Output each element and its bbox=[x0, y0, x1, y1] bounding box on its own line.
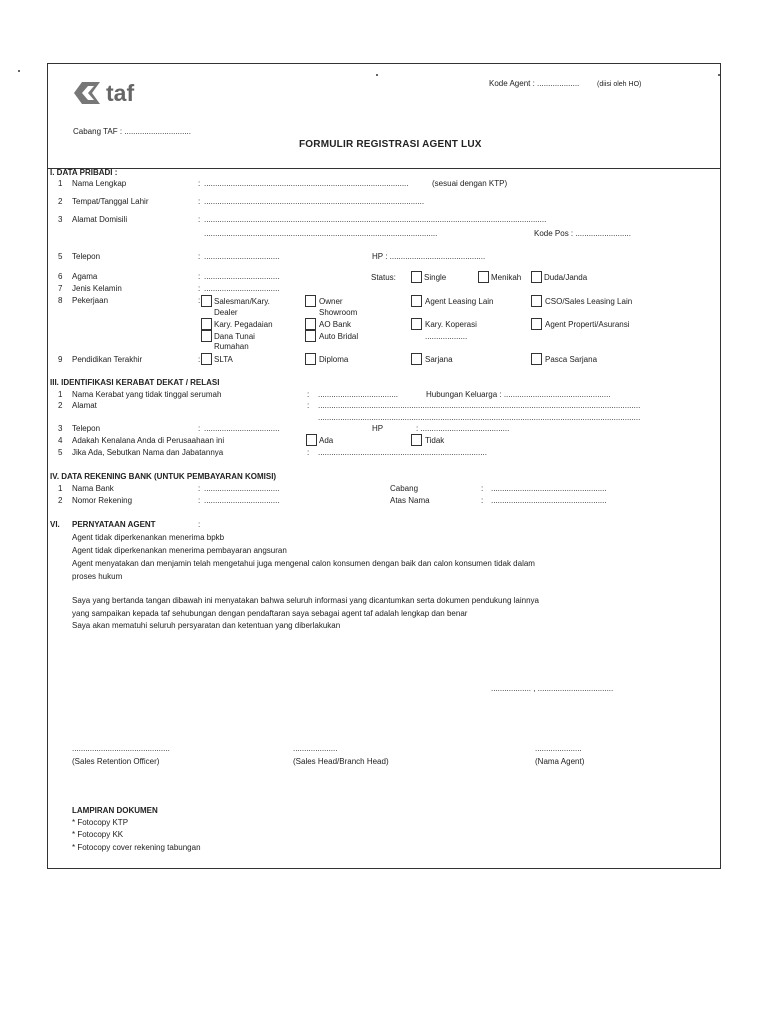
kode-agent-label: Kode Agent : ................... bbox=[489, 79, 580, 88]
pernyataan-line: Agent tidak diperkenankan menerima pembayaran angsuran bbox=[72, 546, 287, 555]
pekerjaan-cso-label: CSO/Sales Leasing Lain bbox=[545, 297, 633, 306]
row-num: 2 bbox=[58, 496, 63, 505]
status-menikah-label: Menikah bbox=[491, 273, 522, 282]
status-duda-janda-label: Duda/Janda bbox=[544, 273, 588, 282]
pernyataan-line: Agent menyatakan dan menjamin telah mengetahui juga mengenal calon konsumen dengan baik dan calon konsumen tidak dalam bbox=[72, 559, 535, 568]
lampiran-item: * Fotocopy KK bbox=[72, 830, 124, 839]
alamat-domisili-field-line2[interactable]: ......................................................................................................... bbox=[204, 229, 438, 238]
row-num: 1 bbox=[58, 390, 63, 399]
nama-bank-label: Nama Bank bbox=[72, 484, 114, 493]
alamat-kerabat-field[interactable]: ................................................................................................................................................. bbox=[318, 401, 641, 410]
nama-lengkap-note: (sesuai dengan KTP) bbox=[432, 179, 508, 188]
tempat-tanggal-lahir-label: Tempat/Tanggal Lahir bbox=[72, 197, 149, 206]
hp-kerabat-label: HP bbox=[372, 424, 384, 433]
kode-agent-note: (diisi oleh HO) bbox=[597, 81, 642, 88]
field-colon: : bbox=[198, 424, 201, 433]
row-num: 3 bbox=[58, 424, 63, 433]
kenalan-ada-label: Ada bbox=[319, 436, 334, 445]
pekerjaan-pegadaian-checkbox[interactable] bbox=[201, 318, 212, 330]
nama-bank-field[interactable]: .................................. bbox=[204, 484, 280, 493]
field-colon: : bbox=[198, 296, 201, 305]
pekerjaan-koperasi-checkbox[interactable] bbox=[411, 318, 422, 330]
atas-nama-field[interactable]: .................................................... bbox=[491, 496, 607, 505]
status-label: Status: bbox=[371, 273, 396, 282]
section-kerabat-heading: III. IDENTIFIKASI KERABAT DEKAT / RELASI bbox=[50, 378, 220, 387]
pekerjaan-cso-checkbox[interactable] bbox=[531, 295, 542, 307]
lampiran-heading: LAMPIRAN DOKUMEN bbox=[72, 806, 158, 815]
telepon-field[interactable]: .................................. bbox=[204, 252, 280, 261]
kenalan-ada-checkbox[interactable] bbox=[306, 434, 317, 446]
row-num: 2 bbox=[58, 401, 63, 410]
agama-label: Agama bbox=[72, 272, 98, 281]
nama-kerabat-field[interactable]: .................................... bbox=[318, 390, 399, 399]
form-title: FORMULIR REGISTRASI AGENT LUX bbox=[299, 139, 482, 150]
field-colon: : bbox=[198, 272, 201, 281]
pendidikan-slta-label: SLTA bbox=[214, 355, 233, 364]
pekerjaan-dana-tunai-checkbox[interactable] bbox=[201, 330, 212, 342]
row-num: 5 bbox=[58, 448, 63, 457]
row-num: 7 bbox=[58, 284, 63, 293]
row-num: 5 bbox=[58, 252, 63, 261]
kenalan-label: Adakah Kenalana Anda di Perusaahaan ini bbox=[72, 436, 225, 445]
pekerjaan-label: Pekerjaan bbox=[72, 296, 109, 305]
telepon-kerabat-field[interactable]: .................................. bbox=[204, 424, 280, 433]
pekerjaan-koperasi-field[interactable]: ................... bbox=[425, 332, 468, 341]
nama-kerabat-label: Nama Kerabat yang tidak tinggal serumah bbox=[72, 390, 222, 399]
row-num: 1 bbox=[58, 179, 63, 188]
nomor-rekening-field[interactable]: .................................. bbox=[204, 496, 280, 505]
kode-pos-field[interactable]: Kode Pos : ......................... bbox=[534, 229, 631, 238]
row-num: 1 bbox=[58, 484, 63, 493]
taf-logo-mark-icon bbox=[74, 82, 100, 104]
declaration-line: Saya akan mematuhi seluruh persyaratan dan ketentuan yang diberlakukan bbox=[72, 621, 341, 630]
signature-line-agent[interactable]: ..................... bbox=[535, 744, 582, 753]
status-duda-janda-checkbox[interactable] bbox=[531, 271, 542, 283]
pekerjaan-owner-checkbox[interactable] bbox=[305, 295, 316, 307]
pendidikan-sarjana-label: Sarjana bbox=[425, 355, 453, 364]
pendidikan-slta-checkbox[interactable] bbox=[201, 353, 212, 365]
pekerjaan-dana-tunai-label: Dana Tunai bbox=[214, 332, 255, 341]
nomor-rekening-label: Nomor Rekening bbox=[72, 496, 133, 505]
section-rekening-heading: IV. DATA REKENING BANK (UNTUK PEMBAYARAN KOMISI) bbox=[50, 472, 277, 481]
telepon-kerabat-label: Telepon bbox=[72, 424, 101, 433]
pekerjaan-agent-leasing-checkbox[interactable] bbox=[411, 295, 422, 307]
field-colon: : bbox=[198, 252, 201, 261]
pernyataan-line: Agent tidak diperkenankan menerima bpkb bbox=[72, 533, 225, 542]
field-colon: : bbox=[198, 197, 201, 206]
cabang-bank-field[interactable]: .................................................... bbox=[491, 484, 607, 493]
declaration-line: Saya yang bertanda tangan dibawah ini menyatakan bahwa seluruh informasi yang dicantumkan serta dokumen pendukung lainnya bbox=[72, 596, 539, 605]
section-pernyataan-heading: PERNYATAAN AGENT bbox=[72, 520, 156, 529]
logo-text: taf bbox=[106, 80, 135, 106]
pekerjaan-koperasi-label: Kary. Koperasi bbox=[425, 320, 477, 329]
telepon-label: Telepon bbox=[72, 252, 101, 261]
alamat-domisili-field[interactable]: .......................................................................................................................................................... bbox=[204, 215, 547, 224]
status-single-label: Single bbox=[424, 273, 447, 282]
nama-jabatan-label: Jika Ada, Sebutkan Nama dan Jabatannya bbox=[72, 448, 224, 457]
pendidikan-diploma-label: Diploma bbox=[319, 355, 349, 364]
row-num: 6 bbox=[58, 272, 63, 281]
kenalan-tidak-label: Tidak bbox=[425, 436, 445, 445]
pendidikan-diploma-checkbox[interactable] bbox=[305, 353, 316, 365]
pekerjaan-salesman-checkbox[interactable] bbox=[201, 295, 212, 307]
signature-label-sro: (Sales Retention Officer) bbox=[72, 757, 160, 766]
row-num: 4 bbox=[58, 436, 63, 445]
row-num: 8 bbox=[58, 296, 63, 305]
atas-nama-label: Atas Nama bbox=[390, 496, 430, 505]
lampiran-item: * Fotocopy cover rekening tabungan bbox=[72, 843, 201, 852]
field-colon: : bbox=[198, 484, 201, 493]
nama-jabatan-field[interactable]: ............................................................................ bbox=[318, 448, 487, 457]
field-colon: : bbox=[307, 390, 310, 399]
alamat-kerabat-field-line2[interactable]: ................................................................................................................................................. bbox=[318, 413, 641, 422]
pekerjaan-owner-label: Owner bbox=[319, 297, 343, 306]
pekerjaan-owner-label-line2: Showroom bbox=[319, 308, 358, 317]
cabang-taf-label: Cabang TAF : .............................. bbox=[73, 127, 191, 136]
pekerjaan-auto-bridal-checkbox[interactable] bbox=[305, 330, 316, 342]
field-colon: : bbox=[198, 520, 201, 529]
kenalan-tidak-checkbox[interactable] bbox=[411, 434, 422, 446]
jenis-kelamin-field[interactable]: .................................. bbox=[204, 284, 280, 293]
pekerjaan-dana-tunai-label-line2: Rumahan bbox=[214, 342, 249, 351]
signature-label-branch-head: (Sales Head/Branch Head) bbox=[293, 757, 389, 766]
nama-lengkap-label: Nama Lengkap bbox=[72, 179, 127, 188]
pekerjaan-ao-bank-label: AO Bank bbox=[319, 320, 352, 329]
header-divider bbox=[47, 168, 721, 169]
field-colon: : bbox=[198, 179, 201, 188]
field-colon: : bbox=[198, 284, 201, 293]
taf-logo bbox=[72, 80, 162, 111]
field-colon: : bbox=[307, 401, 310, 410]
section-pernyataan-num: VI. bbox=[50, 520, 60, 529]
field-colon: : bbox=[307, 448, 310, 457]
signature-line-sro[interactable]: ............................................ bbox=[72, 744, 170, 753]
signature-line-branch-head[interactable]: .................... bbox=[293, 744, 338, 753]
status-menikah-checkbox[interactable] bbox=[478, 271, 489, 283]
pendidikan-sarjana-checkbox[interactable] bbox=[411, 353, 422, 365]
tempat-tanggal-lahir-field[interactable]: ................................................................................................... bbox=[204, 197, 425, 206]
hp-field[interactable]: HP : ........................................... bbox=[372, 252, 486, 261]
pendidikan-pasca-checkbox[interactable] bbox=[531, 353, 542, 365]
field-colon: : bbox=[481, 496, 484, 505]
pekerjaan-properti-label: Agent Properti/Asuransi bbox=[545, 320, 630, 329]
place-date-field[interactable]: .................. , .................................. bbox=[491, 684, 614, 693]
pekerjaan-agent-leasing-label: Agent Leasing Lain bbox=[425, 297, 494, 306]
jenis-kelamin-label: Jenis Kelamin bbox=[72, 284, 122, 293]
pekerjaan-auto-bridal-label: Auto Bridal bbox=[319, 332, 359, 341]
pekerjaan-salesman-label-line2: Dealer bbox=[214, 308, 238, 317]
row-num: 9 bbox=[58, 355, 63, 364]
nama-lengkap-field[interactable]: ............................................................................................ bbox=[204, 179, 409, 188]
declaration-line: yang sampaikan kepada taf sehubungan dengan pendaftaran saya sebagai agent taf adalah lengkap dan benar bbox=[72, 609, 468, 618]
alamat-domisili-label: Alamat Domisili bbox=[72, 215, 128, 224]
hp-kerabat-field[interactable]: : ........................................ bbox=[416, 424, 510, 433]
field-colon: : bbox=[198, 215, 201, 224]
pekerjaan-salesman-label: Salesman/Kary. bbox=[214, 297, 270, 306]
pekerjaan-properti-checkbox[interactable] bbox=[531, 318, 542, 330]
pendidikan-label: Pendidikan Terakhir bbox=[72, 355, 143, 364]
field-colon: : bbox=[198, 355, 201, 364]
field-colon: : bbox=[481, 484, 484, 493]
lampiran-item: * Fotocopy KTP bbox=[72, 818, 129, 827]
alamat-kerabat-label: Alamat bbox=[72, 401, 97, 410]
row-num: 2 bbox=[58, 197, 63, 206]
pekerjaan-pegadaian-label: Kary. Pegadaian bbox=[214, 320, 273, 329]
scan-speck bbox=[18, 70, 20, 72]
pekerjaan-ao-bank-checkbox[interactable] bbox=[305, 318, 316, 330]
scan-speck bbox=[718, 74, 720, 76]
section-data-pribadi-heading: I. DATA PRIBADI : bbox=[50, 168, 118, 177]
hubungan-keluarga-field[interactable]: Hubungan Keluarga : ................................................ bbox=[426, 390, 611, 399]
pendidikan-pasca-label: Pasca Sarjana bbox=[545, 355, 598, 364]
scan-speck bbox=[376, 74, 378, 76]
status-single-checkbox[interactable] bbox=[411, 271, 422, 283]
agama-field[interactable]: .................................. bbox=[204, 272, 280, 281]
signature-label-agent: (Nama Agent) bbox=[535, 757, 585, 766]
pernyataan-line: proses hukum bbox=[72, 572, 123, 581]
row-num: 3 bbox=[58, 215, 63, 224]
cabang-bank-label: Cabang bbox=[390, 484, 419, 493]
field-colon: : bbox=[198, 496, 201, 505]
